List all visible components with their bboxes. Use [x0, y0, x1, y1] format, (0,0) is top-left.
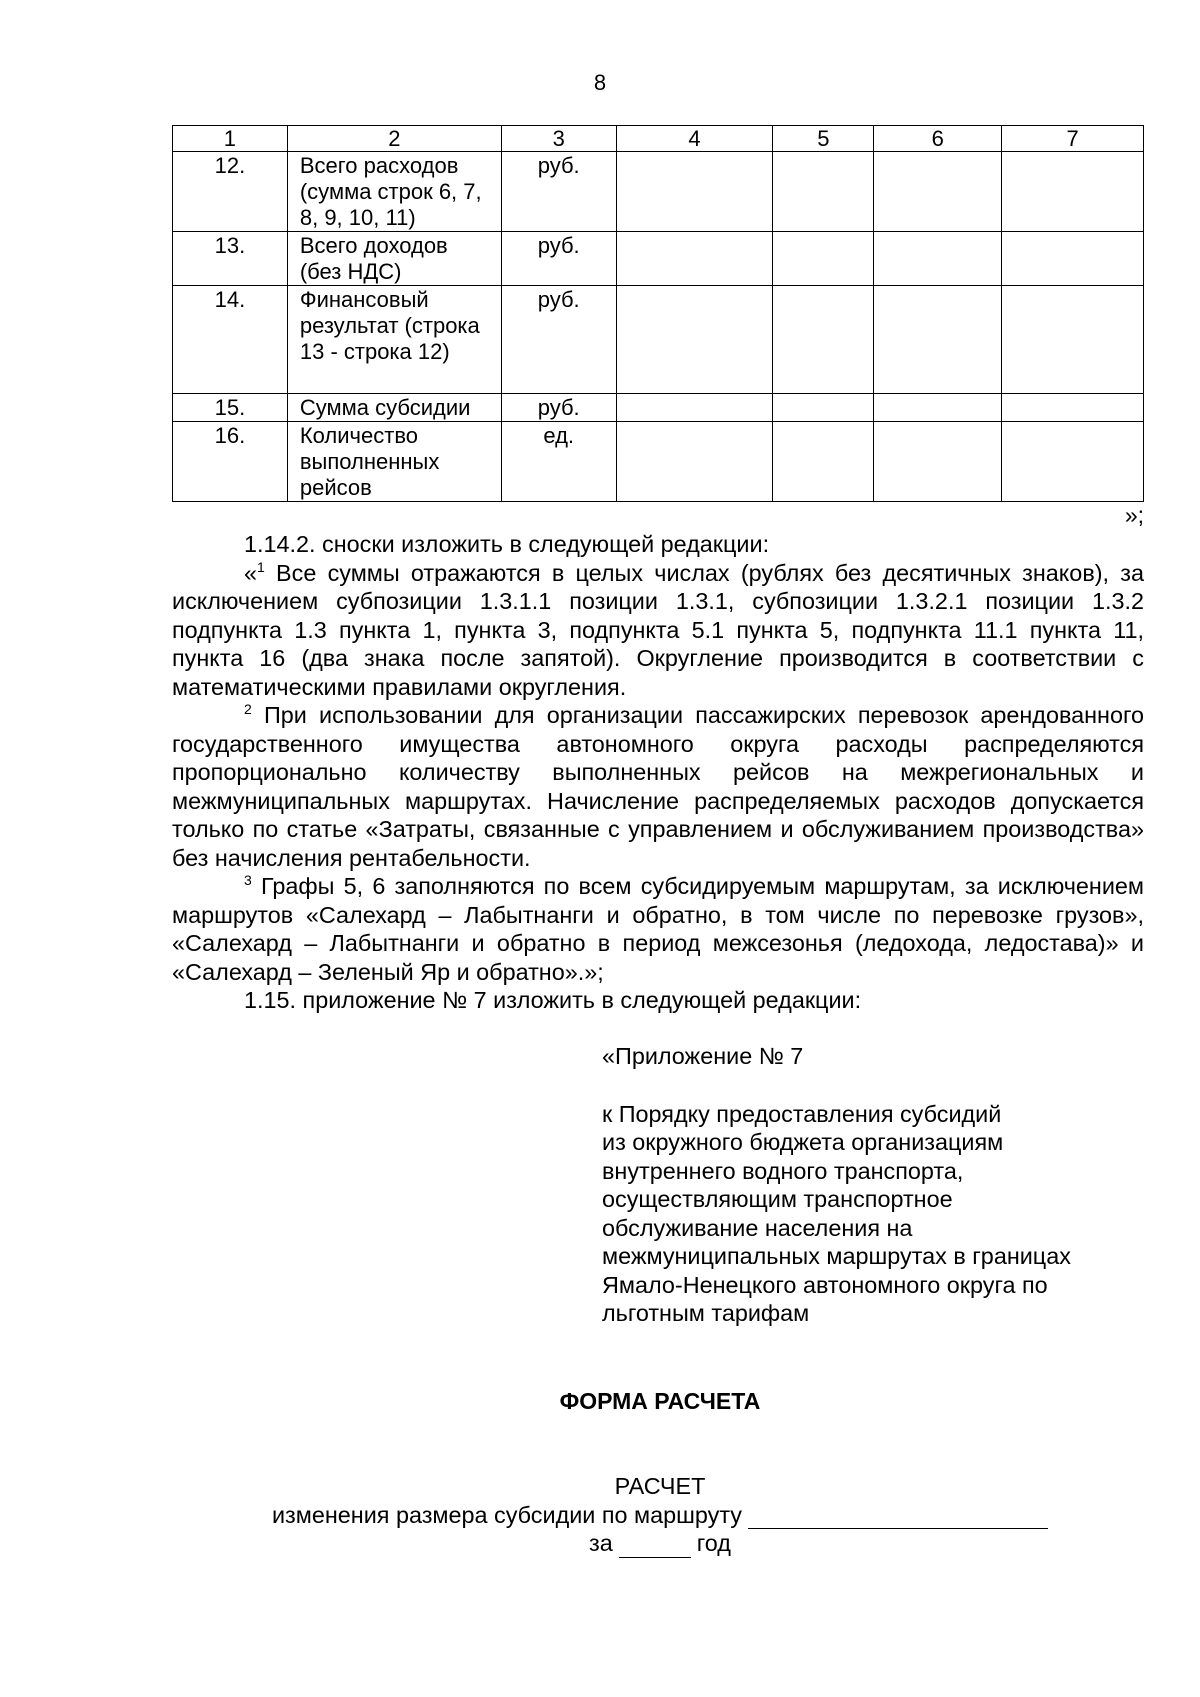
header-cell: 1: [173, 126, 288, 152]
row-name: Количество выполненных рейсов: [287, 422, 501, 502]
table-row: [173, 394, 1144, 422]
paragraph-annex-intro: 1.15. приложение № 7 изложить в следующей редакции:: [244, 987, 862, 1013]
row-unit: руб.: [501, 152, 616, 232]
table-cell: [616, 422, 773, 502]
header-cell: 7: [1002, 126, 1144, 152]
row-unit: руб.: [501, 394, 616, 422]
table-cell: [616, 152, 773, 232]
header-cell: 4: [616, 126, 773, 152]
row-number: 16.: [173, 422, 288, 502]
table-cell: [773, 232, 874, 286]
document-body: [172, 530, 1144, 1015]
table-row: [173, 422, 1144, 502]
header-cell: 5: [773, 126, 874, 152]
table-cell: [616, 394, 773, 422]
table-row: [173, 232, 1144, 286]
header-cell: 3: [501, 126, 616, 152]
table-cell: [874, 232, 1002, 286]
row-name: Финансовый результат (строка 13 - строка 12): [287, 286, 501, 394]
footnote-text: Графы 5, 6 заполняются по всем субсидируемым маршрутам, за исключением маршрутов «Салехард – Лабытнанги и обратно, в том числе по перевозке грузов», «Салехард – Лабытнанги и обратно в период межсезонья (ледохода, ледостава)» и «Салехард – Зеленый Яр и обратно».»;: [172, 873, 1144, 985]
quote-open: «: [244, 559, 258, 586]
footnote-text: При использовании для организации пассажирских перевозок арендованного государственного имущества автономного округа расходы распределяются пропорционально количеству выполненных рейсов на межрегиональных и межмуниципальных маршрутах. Начисление распределяемых расходов допускается только по статье «Затраты, связанные с управлением и обслуживанием производства» без начисления рентабельности.: [172, 702, 1144, 871]
table-row: [173, 152, 1144, 232]
calc-route-label: изменения размера субсидии по маршруту: [271, 1501, 743, 1528]
table-cell: [616, 286, 773, 394]
header-cell: 6: [874, 126, 1002, 152]
calc-line-route: [0, 1501, 1200, 1530]
annex-line: Ямало-Ненецкого автономного округа по: [602, 1271, 1048, 1298]
header-cell: 2: [287, 126, 501, 152]
row-number: 14.: [173, 286, 288, 394]
table-cell: [874, 286, 1002, 394]
table-cell: [874, 422, 1002, 502]
row-unit: руб.: [501, 232, 616, 286]
table-row: [173, 286, 1144, 394]
table-cell: [1002, 152, 1144, 232]
page-number: 8: [593, 70, 607, 95]
footnote-3: [172, 872, 1144, 986]
table-cell: [874, 394, 1002, 422]
table-cell: [773, 422, 874, 502]
year-blank-field: [619, 1535, 691, 1558]
table-cell: [773, 286, 874, 394]
form-title: ФОРМА РАСЧЕТА: [559, 1388, 761, 1414]
annex-line: обслуживание населения на: [602, 1214, 913, 1241]
annex-line: межмуниципальных маршрутах в границах: [602, 1243, 1071, 1269]
annex-line: льготным тарифам: [602, 1300, 810, 1326]
footnote-1: [172, 559, 1144, 702]
table-cell: [1002, 394, 1144, 422]
table-end-mark: »;: [1124, 502, 1144, 528]
row-number: 12.: [173, 152, 288, 232]
footnote-mark: 1: [257, 558, 265, 575]
footnote-mark: 2: [244, 701, 252, 718]
annex-line: из окружного бюджета организациям: [602, 1129, 1004, 1155]
table-cell: [1002, 232, 1144, 286]
calculation-table: [172, 125, 1144, 502]
table-cell: [874, 152, 1002, 232]
annex-line: внутреннего водного транспорта,: [602, 1157, 964, 1184]
row-unit: ед.: [501, 422, 616, 502]
table-cell: [1002, 422, 1144, 502]
calc-line-year: [0, 1529, 1200, 1558]
annex-line: к Порядку предоставления субсидий: [602, 1100, 1002, 1127]
calculation-heading: [0, 1472, 1200, 1558]
footnote-mark: 3: [244, 872, 252, 889]
route-blank-field: [748, 1506, 1048, 1529]
row-name: Всего расходов (сумма строк 6, 7, 8, 9, 10, 11): [287, 152, 501, 232]
paragraph-footnotes-intro: 1.14.2. сноски изложить в следующей редакции:: [244, 531, 770, 557]
row-number: 13.: [173, 232, 288, 286]
footnote-2: [172, 701, 1144, 872]
annex-line: осуществляющим транспортное: [602, 1186, 953, 1212]
annex-title: «Приложение № 7: [602, 1043, 804, 1069]
row-unit: руб.: [501, 286, 616, 394]
annex-header: [602, 1042, 1162, 1328]
row-name: Всего доходов (без НДС): [287, 232, 501, 286]
calc-year-prefix: за: [589, 1530, 613, 1556]
table-header-row: [173, 126, 1144, 152]
calc-year-suffix: год: [696, 1530, 731, 1556]
row-name: Сумма субсидии: [287, 394, 501, 422]
table-cell: [773, 152, 874, 232]
footnote-text: Все суммы отражаются в целых числах (рублях без десятичных знаков), за исключением субпозиции 1.3.1.1 позиции 1.3.1, субпозиции 1.3.2.1 позиции 1.3.2 подпункта 1.3 пункта 1, пункта 3, подпункта 5.1 пункта 5, подпункта 11.1 пункта 11, пункта 16 (два знака после запятой). Округление производится в соответствии с математическими правилами округления.: [172, 559, 1144, 700]
table-cell: [616, 232, 773, 286]
calc-title: РАСЧЕТ: [614, 1473, 706, 1499]
table-cell: [773, 394, 874, 422]
row-number: 15.: [173, 394, 288, 422]
table-cell: [1002, 286, 1144, 394]
